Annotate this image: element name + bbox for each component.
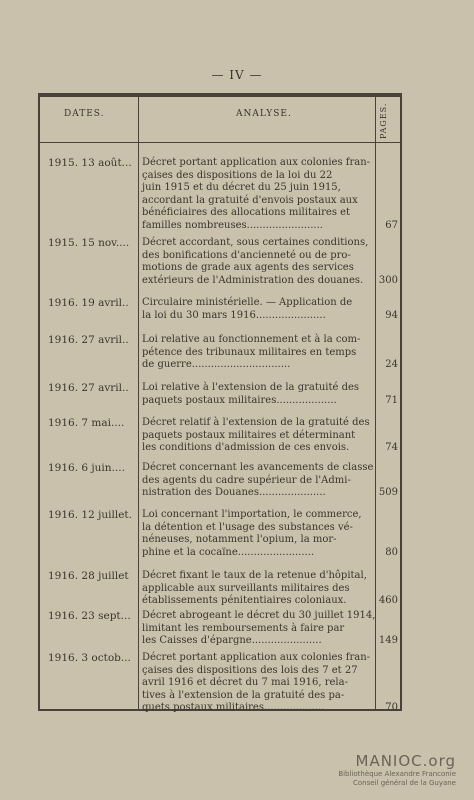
- analysis-line: Loi relative au fonctionnement et à la com-: [142, 334, 361, 345]
- analysis-line: Décret relatif à l'extension de la gratuité des: [142, 417, 370, 428]
- entry-analysis: [142, 157, 372, 233]
- analysis-line: la loi du 30 mars 1916......................: [142, 309, 326, 321]
- entry-analysis: [142, 610, 376, 648]
- watermark-line2: Conseil général de la Guyane: [353, 779, 456, 787]
- page-number: — IV —: [211, 68, 263, 82]
- entry-analysis: [142, 509, 372, 559]
- analysis-line: accordant la gratuité d'envois postaux aux: [142, 194, 358, 206]
- entry-date: 1916. 28 juillet: [48, 570, 129, 582]
- entry-page: 67: [385, 220, 398, 231]
- entry-analysis: [142, 462, 372, 500]
- analysis-line: phine et la cocaïne........................: [142, 546, 315, 558]
- analysis-line: juin 1915 et du décret du 25 juin 1915,: [142, 182, 341, 194]
- analysis-line: néneuses, notamment l'opium, la mor-: [142, 534, 337, 546]
- analysis-line: les conditions d'admission de ces envois.: [142, 442, 350, 454]
- analysis-line: Loi relative à l'extension de la gratuité des: [142, 382, 360, 393]
- entry-date: 1916. 12 juillet.: [48, 509, 132, 521]
- entry-analysis: [142, 652, 372, 715]
- entry-page: 300: [378, 274, 398, 286]
- analysis-line: établissements pénitentiaires coloniaux.: [142, 595, 347, 607]
- column-divider: [138, 97, 139, 709]
- analysis-line: paquets postaux militaires et déterminant: [142, 429, 356, 441]
- analysis-line: les Caisses d'épargne......................: [142, 635, 322, 647]
- watermark-name: MANIOC.org: [355, 752, 456, 770]
- entry-page: 70: [385, 702, 398, 714]
- manioc-watermark: [338, 752, 456, 788]
- header-pages: PAGES.: [379, 102, 388, 139]
- column-divider: [375, 97, 376, 709]
- analysis-line: tives à l'extension de la gratuité des pa-: [142, 689, 345, 701]
- entry-page: 94: [385, 309, 398, 321]
- entry-page: 460: [378, 595, 398, 607]
- entry-page: 80: [385, 546, 398, 558]
- entry-analysis: [142, 570, 372, 608]
- entry-date: 1916. 7 mai....: [48, 417, 125, 429]
- entry-page: 74: [385, 442, 398, 454]
- entry-page: 149: [378, 635, 398, 647]
- entry-date: 1916. 27 avril..: [48, 334, 129, 346]
- entry-page: 71: [385, 394, 398, 406]
- analysis-line: çaises des dispositions de la loi du 22: [142, 169, 333, 181]
- analysis-line: extérieurs de l'Administration des douanes.: [142, 274, 364, 286]
- entry-date: 1916. 3 octob...: [48, 652, 131, 664]
- entry-date: 1916. 6 juin....: [48, 462, 125, 474]
- analysis-line: motions de grade aux agents des services: [142, 262, 354, 274]
- analysis-line: Décret fixant le taux de la retenue d'hôpital,: [142, 570, 367, 581]
- index-table: [38, 93, 402, 714]
- analysis-line: quets postaux militaires...................: [142, 702, 325, 714]
- analysis-line: de guerre...............................: [142, 359, 291, 371]
- entry-analysis: [142, 297, 372, 322]
- analysis-line: nistration des Douanes.....................: [142, 487, 326, 499]
- analysis-line: Circulaire ministérielle. — Application de: [142, 297, 353, 308]
- entry-analysis: [142, 382, 372, 407]
- analysis-line: çaises des dispositions des lois des 7 et 27: [142, 664, 358, 676]
- analysis-line: des bonifications d'ancienneté ou de pro-: [142, 249, 351, 261]
- entry-page: 24: [385, 359, 398, 371]
- analysis-line: bénéficiaires des allocations militaires et: [142, 207, 351, 219]
- entry-date: 1916. 27 avril..: [48, 382, 129, 394]
- entry-analysis: [142, 237, 372, 287]
- analysis-line: familles nombreuses........................: [142, 219, 323, 231]
- analysis-line: paquets postaux militaires...................: [142, 394, 337, 406]
- watermark-line1: Bibliothèque Alexandre Franconie: [338, 770, 456, 778]
- entry-date: 1916. 23 sept...: [48, 610, 131, 622]
- analysis-line: des agents du cadre supérieur de l'Admi-: [142, 474, 351, 486]
- analysis-line: applicable aux surveillants militaires des: [142, 582, 350, 594]
- analysis-line: Décret portant application aux colonies fran-: [142, 157, 371, 168]
- entry-analysis: [142, 334, 372, 372]
- entry-analysis: [142, 417, 372, 455]
- analysis-line: Loi concernant l'importation, le commerce,: [142, 509, 362, 520]
- analysis-line: limitant les remboursements à faire par: [142, 622, 345, 634]
- entry-date: 1916. 19 avril..: [48, 297, 129, 309]
- analysis-line: Décret accordant, sous certaines conditions,: [142, 237, 369, 248]
- entry-date: 1915. 13 août...: [48, 157, 132, 169]
- entry-page: 509: [378, 487, 398, 499]
- analysis-line: Décret concernant les avancements de classe: [142, 462, 374, 473]
- analysis-line: pétence des tribunaux militaires en temps: [142, 346, 357, 358]
- header-dates: DATES.: [64, 109, 105, 119]
- analysis-line: avril 1916 et décret du 7 mai 1916, rela-: [142, 677, 348, 689]
- analysis-line: Décret portant application aux colonies fran-: [142, 652, 371, 663]
- header-rule: [40, 142, 400, 143]
- header-analyse: ANALYSE.: [236, 109, 292, 119]
- analysis-line: Décret abrogeant le décret du 30 juillet 1914,: [142, 610, 376, 621]
- entry-date: 1915. 15 nov....: [48, 237, 130, 249]
- analysis-line: la détention et l'usage des substances vé-: [142, 521, 353, 533]
